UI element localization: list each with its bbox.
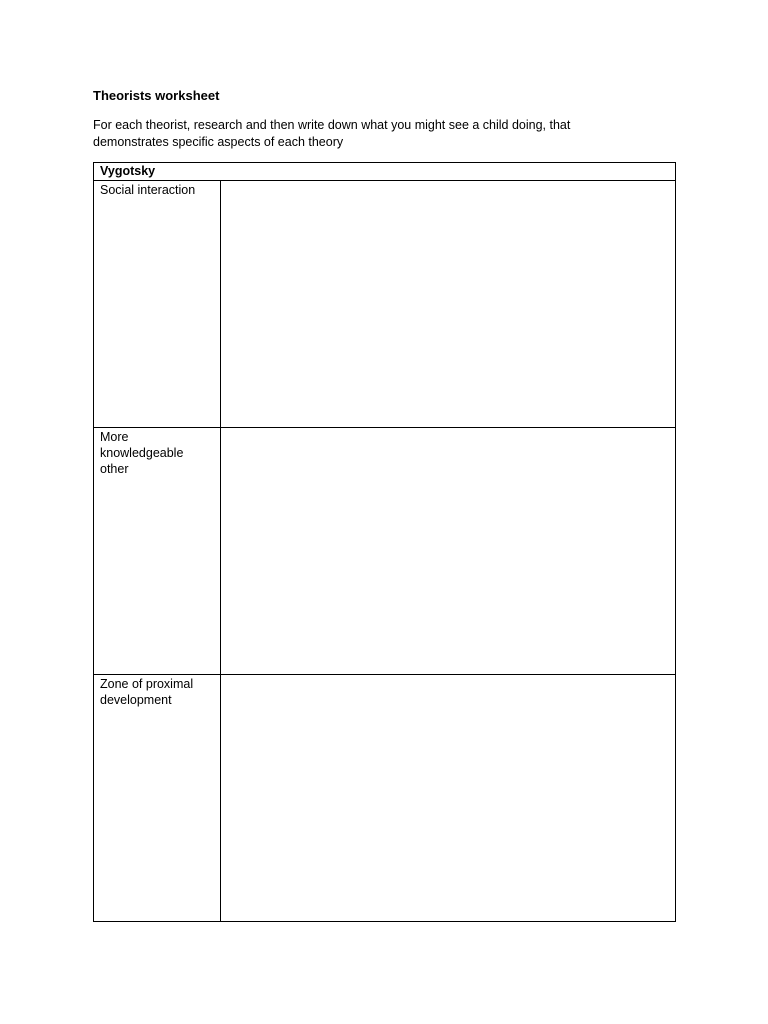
- table-row: [94, 675, 676, 922]
- page-title: Theorists worksheet: [93, 88, 220, 103]
- table-row: [94, 428, 676, 675]
- instructions-line-1: For each theorist, research and then write down what you might see a child doing, that: [93, 118, 571, 132]
- theorist-table: [93, 162, 676, 922]
- answer-cell-more-knowledgeable-other[interactable]: [221, 428, 676, 675]
- aspect-label-zone-of-proximal-development: [94, 675, 221, 922]
- aspect-label-line: development: [100, 693, 172, 707]
- aspect-label-social-interaction: [94, 181, 221, 428]
- aspect-label-line: Zone of proximal: [100, 677, 194, 691]
- answer-cell-zone-of-proximal-development[interactable]: [221, 675, 676, 922]
- aspect-label-more-knowledgeable-other: [94, 428, 221, 675]
- aspect-label-line: Social interaction: [100, 183, 196, 197]
- aspect-label-line: other: [100, 462, 129, 476]
- theorist-name-cell: Vygotsky: [94, 163, 676, 181]
- table-header-row: [94, 163, 676, 181]
- instructions-line-2: demonstrates specific aspects of each theory: [93, 135, 344, 149]
- table-row: [94, 181, 676, 428]
- aspect-label-line: More: [100, 430, 129, 444]
- answer-cell-social-interaction[interactable]: [221, 181, 676, 428]
- instructions-text: [93, 117, 653, 151]
- aspect-label-line: knowledgeable: [100, 446, 184, 460]
